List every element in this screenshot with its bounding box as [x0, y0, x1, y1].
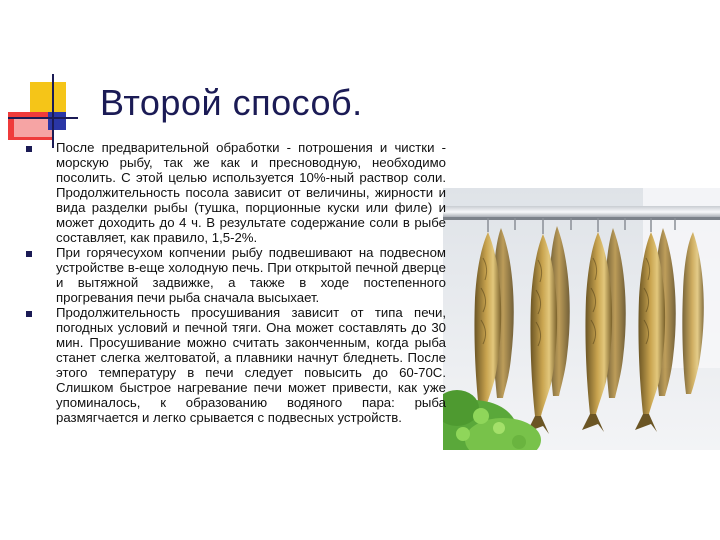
list-item-text: После предварительной обработки - потрошения и чистки - морскую рыбу, так же как и пресноводную, необходимо посолить. С этой целью используется 10%-ный раствор соли. Продолжительность посола зависит от величины, жирности и вида разделки рыбы (тушка, порционные куски или филе) и может доходить до 4 ч. В результате содержание соли в рыбе составляет, как правило, 1,5-2%. [56, 140, 446, 245]
logo-blue-square [48, 112, 66, 130]
slide-title: Второй способ. [100, 82, 363, 123]
list-item-text: При горячесухом копчении рыбу подвешивают на подвесном устройстве в-еще холодную печь. При открытой печной дверце и вытяжной задвижке, а также в ходе постепенного прогревания печи рыба сначала высыхает. [56, 245, 446, 305]
list-item-text: Продолжительность просушивания зависит от типа печи, погодных условий и печной тяги. Она может составлять до 30 мин. Просушивание можно считать законченным, когда рыба станет слегка желтоватой, а плавники начнут бледнеть. После этого температуру в печи следует повысить до 60-70С. Слишком быстрое нагревание печи может привести, как уже упоминалось, к образованию водяного пара: рыба размягчается и легко срывается с подвесных устройств. [56, 305, 446, 425]
smoked-fish-photo [443, 188, 720, 450]
square-bullet-icon [26, 251, 32, 257]
logo-horizontal-line [8, 117, 78, 119]
list-item [26, 140, 446, 245]
square-bullet-icon [26, 146, 32, 152]
logo-vertical-line [52, 74, 54, 148]
bullet-list [26, 140, 446, 425]
square-bullet-icon [26, 311, 32, 317]
logo-pink-square [14, 117, 52, 137]
list-item [26, 245, 446, 305]
list-item [26, 305, 446, 425]
